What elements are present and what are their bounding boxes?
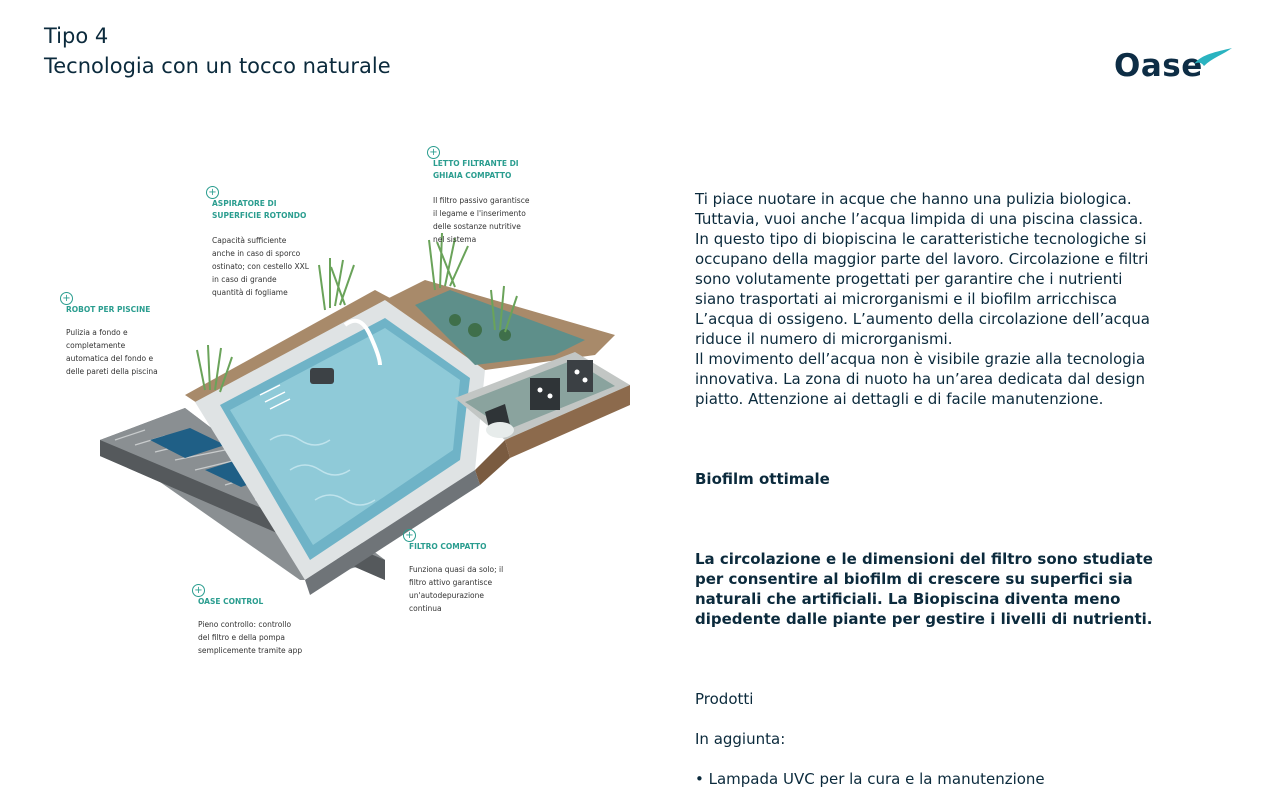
callout-title: FILTRO COMPATTO [409,542,487,551]
callout-oase-control [192,584,342,664]
plus-icon: + [427,146,440,159]
page-title: Tipo 4 [44,24,109,48]
addition-label: In aggiunta: [695,730,786,748]
plus-icon: + [206,186,219,199]
plus-icon: + [403,529,416,542]
logo-text: Oase [1114,48,1203,84]
section-heading: Biofilm ottimale [695,470,830,488]
callout-title: LETTO FILTRANTE DI GHIAIA COMPATTO [433,159,519,180]
intro-paragraph: Ti piace nuotare in acque che hanno una pulizia biologica. Tuttavia, vuoi anche l’acqua limpida di una piscina classica. In questo tipo di biopiscina le caratteristiche tecnologiche si occupano della maggior parte del lavoro. Circolazione e filtri sono volutamente progettati per garantire che i nutrienti siano trasportati ai microrganismi e il biofilm arricchisca L’acqua di ossigeno. L’aumento della circolazione dell’acqua riduce il numero di microrganismi. Il movimento dell’acqua non è visibile grazie alla tecnologia innovativa. La zona di nuoto ha un’area dedicata dal design piatto. Attenzione ai dettagli e di facile manutenzione. [695,190,1151,408]
callout-title: ASPIRATORE DI SUPERFICIE ROTONDO [212,199,307,220]
callout-desc: Pulizia a fondo e completamente automatica del fondo e delle pareti della piscina [66,328,158,376]
callout-desc: Pieno controllo: controllo del filtro e della pompa semplicemente tramite app [198,620,303,655]
callout-letto-filtrante [427,146,567,256]
plus-icon: + [60,292,73,305]
callout-desc: Funziona quasi da solo; il filtro attivo garantisce un'autodepurazione continua [409,565,504,613]
callout-title: OASE CONTROL [198,597,264,606]
callout-title: ROBOT PER PISCINE [66,305,151,314]
oase-logo [1114,46,1234,90]
bold-paragraph: La circolazione e le dimensioni del filtro sono studiate per consentire al biofilm di crescere su superfici sia naturali che artificiali. La Biopiscina diventa meno dipedente dalle piante per gestire i livelli di nutrienti. [695,550,1153,628]
callout-desc: Il filtro passivo garantisce il legame e l'inserimento delle sostanze nutritive nel sistema [433,196,530,244]
callout-aspiratore [206,186,346,306]
callout-filtro-compatto [403,529,543,619]
products-label: Prodotti [695,690,754,708]
description-column [695,169,1155,809]
callout-robot [60,292,190,382]
plus-icon: + [192,584,205,597]
callout-desc: Capacità sufficiente anche in caso di sporco ostinato; con cestello XXL in caso di grande quantità di fogliame [212,236,309,297]
product-bullet: • Lampada UVC per la cura e la manutenzione [695,770,1045,788]
page-subtitle: Tecnologia con un tocco naturale [44,54,391,78]
wave-icon [1188,46,1234,68]
